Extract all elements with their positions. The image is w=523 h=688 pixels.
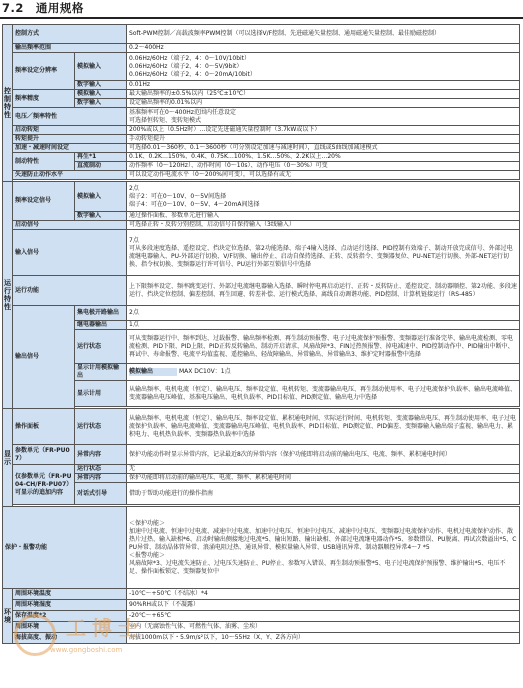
sub-label-analog-output: 模拟输出: [129, 368, 177, 376]
row-value-display-meter: 从输出频率、电机电流（恒定）、输出电压、频率设定值、电机转矩、变流器输出电压、再生制动使用率、电子过电流保护负载率、输出电流峰值、变流器输出电压峰值、基准电压输出、电机负载率、PID目标值、PID测定值、输出电力中选择: [127, 381, 520, 407]
row-label-freq-resolution: 频率设定分辨率: [13, 53, 75, 90]
row-label-start-torque: 启动转矩: [13, 126, 127, 135]
row-label-pu04-extra: 仅参数单元（FR-PU04-CH/FR-PU07）可显示的追加内容: [13, 465, 75, 505]
row-value-freq-setting-analog: 2点 端子2：可在0～10V、0～5V间选择 端子4：可在0～10V、0～5V、4～20mA间选择: [127, 182, 520, 212]
row-label-op-panel: 操作面板: [13, 409, 75, 445]
row-value-freq-resolution-digital: 0.01Hz: [127, 81, 520, 90]
row-label-braking: 制动特性: [13, 153, 75, 171]
row-value-stall-prevention: 可以设定动作电流水平（0～200%间可变），可以选择有或无: [127, 171, 520, 180]
category-environment: 环境: [3, 589, 13, 644]
row-value-start-signal: 可选择正转・反转分别控制，启动信号自保持输入（3线输入）: [127, 221, 520, 230]
row-value-humidity: 90%RH或以下（不凝露）: [127, 600, 520, 611]
row-value-ambient-temp: -10℃～+50℃（不结冰）*4: [127, 589, 520, 600]
row-label-storage-temp: 保存温度*2: [13, 611, 127, 622]
sub-label-regen: 再生*1: [75, 153, 127, 162]
row-label-accel-decel: 加速・减速时间设定: [13, 144, 127, 153]
row-value-atmosphere: 室内（无腐蚀性气体、可燃性气体、油雾、尘埃）: [127, 622, 520, 633]
watermark-url: www.gongboshi.com: [50, 646, 123, 654]
sub-label-guide: 对话式引导: [75, 483, 127, 505]
sub-label-analog-input: 模拟输入: [75, 53, 127, 81]
row-label-control-method: 控制方式: [13, 25, 127, 44]
heading-rule: [0, 17, 523, 19]
sub-label-digital-input: 数字输入: [75, 99, 127, 108]
row-value-meter-analog: [127, 364, 520, 381]
sub-label-run-status: 运行状态: [75, 409, 127, 445]
row-value-freq-resolution-analog: 0.06Hz/60Hz（端子2、4：0～10V/10bit） 0.06Hz/60Hz（端子2、4：0～5V/9bit） 0.06Hz/60Hz（端子2、4：0～20mA/10bit）: [127, 53, 520, 81]
category-display: 显示: [3, 409, 13, 507]
sub-label-oc-output: 集电极开路输出: [75, 306, 127, 321]
row-value-freq-accuracy-digital: 设定输出频率的0.01%以内: [127, 99, 520, 108]
sub-label-relay-output: 继电器输出: [75, 321, 127, 330]
sub-label-digital-input: 数字输入: [75, 212, 127, 221]
row-value-accel-decel: 可选择0.01～360秒、0.1～3600秒（可分别设定加速与减速时间），直线或S曲线加减速模式: [127, 144, 520, 153]
row-value-operation-function: 上下限频率设定、频率跳变运行、外部过电流继电器输入选择、瞬时停电再启动运行、正转・反转防止、遥控设定、制动器顺控、第2功能、多段速运行、挡块定位控制、偏差控制、再生回避、转差补偿、运行模式选择、离线自动调谐功能、PID控制、计算机链接运行（RS-485）: [127, 276, 520, 306]
category-operation: 运行特性: [3, 182, 13, 409]
row-value-vf-characteristic: 基准频率可在0～400Hz范围内任意设定 可选择恒转矩、变转矩模式: [127, 108, 520, 126]
row-value-pu04-status: 无: [127, 465, 520, 474]
row-value-control-method: Soft-PWM控制／高载波频率PWM控制（可以选择V/F控制、先进磁通矢量控制、通用磁通矢量控制、最佳励磁控制）: [127, 25, 520, 44]
row-value-pu04-alarm: 保护功能即将启动前的输出电压、电流、频率、累积通电时间: [127, 474, 520, 483]
row-label-param-unit: 参数单元（FR-PU07）: [13, 445, 75, 465]
row-value-freq-accuracy-analog: 最大输出频率的±0.5%以内（25℃±10℃）: [127, 90, 520, 99]
spec-table: [2, 24, 520, 644]
row-label-stall-prevention: 失速防止动作水平: [13, 171, 127, 180]
row-value-pu04-guide: 借助于帮助功能进行的操作指南: [127, 483, 520, 505]
row-value-output-freq-range: 0.2～400Hz: [127, 44, 520, 53]
sub-label-dc-braking: 直流制动: [75, 162, 127, 171]
row-value-start-torque: 200%或以上（0.5Hz时）…设定先进磁通矢量控制时（3.7kW或以下）: [127, 126, 520, 135]
row-label-altitude: 海拔高度、振动: [13, 633, 127, 644]
row-label-start-signal: 启动信号: [13, 221, 127, 230]
row-value-relay-output: 1点: [127, 321, 520, 330]
row-value-freq-setting-digital: 通过操作面板、参数单元进行输入: [127, 212, 520, 221]
row-label-freq-setting-signal: 频率设定信号: [13, 182, 75, 221]
sub-label-display-meter: 显示计用: [75, 381, 127, 407]
row-value-altitude: 海拔1000m以下・5.9m/s²以下，10～55Hz（X、Y、Z各方向）: [127, 633, 520, 644]
row-label-freq-accuracy: 频率精度: [13, 90, 75, 108]
meter-analog-value: MAX DC10V：1点: [178, 368, 231, 375]
row-value-oc-output: 2点: [127, 306, 520, 321]
row-value-braking-regen: 0.1K、0.2K…150%、0.4K、0.75K…100%、1.5K…50%、2.2K以上…20%: [127, 153, 520, 162]
row-value-storage-temp: -20℃～+65℃: [127, 611, 520, 622]
row-label-atmosphere: 周围环境: [13, 622, 127, 633]
row-value-param-unit-alarm: 保护功能动作时显示异常内容，记录最近8次的异常内容（保护功能即将启动前的输出电压、电流、频率、累积通电时间）: [127, 445, 520, 465]
sub-label-digital-input: 数字输入: [75, 81, 127, 90]
sub-label-run-status: 运行状态: [75, 465, 127, 474]
sub-label-alarm: 异常内容: [75, 445, 127, 465]
section-heading: 7.2 通用规格: [2, 1, 84, 15]
row-value-torque-boost: 手动转矩提升: [127, 135, 520, 144]
row-label-protection: 保护・报警功能: [3, 507, 127, 589]
sub-label-meter-analog: 显示计用模拟输出: [75, 364, 127, 381]
sub-label-analog-input: 模拟输入: [75, 90, 127, 99]
row-label-ambient-temp: 周围环境温度: [13, 589, 127, 600]
row-value-run-status: 可从变频器运行中、频率到达、过载报警、输出频率检测、再生制动预报警、电子过电流保护预报警、变频器运行准备完毕、输出电流检测、零电流检测、PID下限、PID上限、PID正转反转输出、制动开启请求、风扇故障*3、FIN过热预报警、掉电减速中、PID控制动作中、PID输出中断中、再试中、寿命报警、电流平均值监视、遥控输出、轻故障输出、异常输出、异常输出3、维护定时器报警中选择: [127, 330, 520, 364]
row-value-protection: ＜保护功能＞ 加速中过电流、恒速中过电流、减速中过电流、加速中过电压、恒速中过电压、减速中过电压、变频器过电流保护动作、电机过电流保护动作、散热片过热、输入缺相*6、启动时输出侧接地过电流*5、输出短路、输出缺相、外部过电流继电器动作*5、参数错误、PU脱离、再试次数溢出*5、CPU异常、制动晶体管异常、浪涌电阻过热、通讯异常、模拟量输入异常、USB通讯异常、制动器顺控异常4～7 *5 ＜报警功能＞ 风扇故障*3、过电流失速防止、过电压失速防止、PU停止、参数写入错误、再生制动预报警*5、电子过电流保护预报警、维护输出*5、电压不足、操作面板锁定、变频器复位中: [127, 507, 520, 589]
row-label-torque-boost: 转矩提升: [13, 135, 127, 144]
row-value-braking-dc: 动作频率（0～120Hz）、动作时间（0～10s）、动作电压（0～30%）可变: [127, 162, 520, 171]
sub-label-run-status: 运行状态: [75, 330, 127, 364]
row-label-vf-characteristic: 电压／频率特性: [13, 108, 127, 126]
row-label-output-freq-range: 输出频率范围: [13, 44, 127, 53]
row-value-op-panel-status: 从输出频率、电机电流（恒定）、输出电压、频率设定值、累积通电时间、实际运行时间、电机转矩、变流器输出电压、再生制动使用率、电子过电流保护负载率、输出电流峰值、变流器输出电压峰值、电机负载率、PID目标值、PID测定值、PID偏差、变频器输入输出端子监视、输出电力、累积电力、电机热负载率、变频器热负载率中选择: [127, 409, 520, 445]
row-label-operation-function: 运行功能: [13, 276, 127, 306]
sub-label-analog-input: 模拟输入: [75, 182, 127, 212]
row-label-input-signal: 输入信号: [13, 230, 127, 276]
category-control: 控制特性: [3, 25, 13, 182]
watermark-name: 工博士: [66, 616, 144, 640]
row-label-humidity: 周围环境湿度: [13, 600, 127, 611]
sub-label-alarm: 异常内容: [75, 474, 127, 483]
row-value-input-signal: 7点 可从多段速度选择、遥控设定、挡块定位选择、第2功能选择、端子4输入选择、点动运行选择、PID控制有效端子、制动开放完成信号、外部过电流继电器输入、PU-外部运行切换、V/F切换、输出停止、启动自保持选择、正转、反转指令、变频器复位、PU-NET运行切换、外部-NET运行切换、指令权切换、变频器运行许可信号、PU运行外部互锁信号中选择: [127, 230, 520, 276]
row-label-output-signal: 输出信号: [13, 306, 75, 409]
